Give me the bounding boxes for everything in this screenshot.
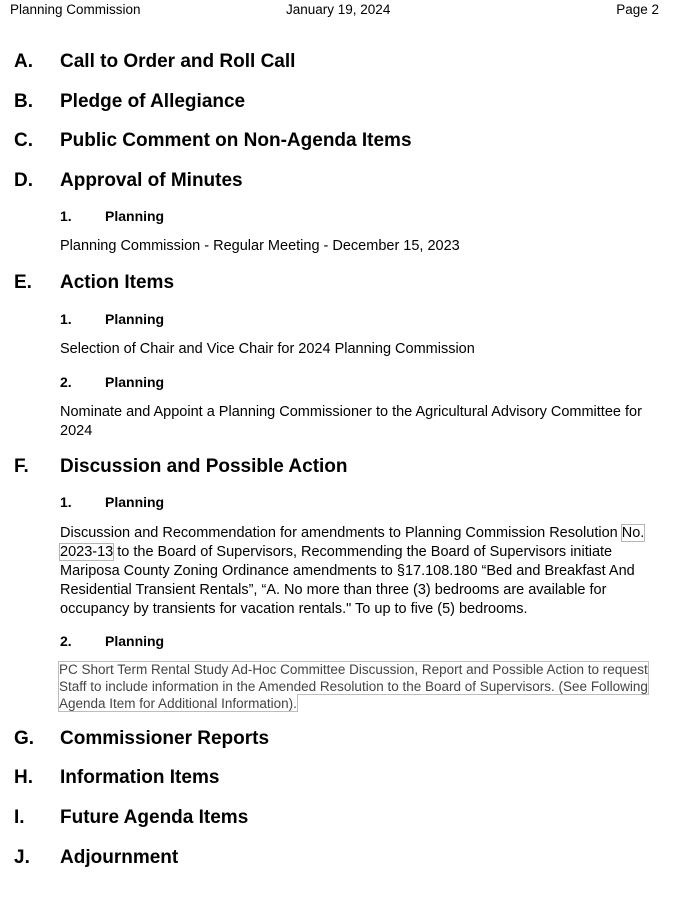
item-number: 1. (60, 311, 72, 327)
item-category: Planning (105, 208, 165, 224)
section-letter: I. (14, 807, 25, 828)
description-text[interactable]: PC Short Term Rental Study Ad-Hoc Committee Discussion, Report and Possible Action to request Staff to include information in the Amended Resolution to the Board of Supervisors. (See Following Agenda Item for Additional Information). (59, 662, 648, 711)
item-category: Planning (105, 494, 165, 510)
page-header (10, 2, 659, 20)
item-description: Selection of Chair and Vice Chair for 2024 Planning Commission (60, 341, 475, 357)
section-letter: H. (14, 767, 33, 788)
section-letter: E. (14, 272, 32, 293)
section-title: Future Agenda Items (60, 807, 249, 828)
section-letter: A. (14, 51, 33, 72)
section-title: Call to Order and Roll Call (60, 51, 296, 72)
resolution-number-link[interactable]: No. 2023-13 (60, 525, 645, 560)
item-number: 1. (60, 208, 72, 224)
section-title: Pledge of Allegiance (60, 91, 246, 112)
item-category: Planning (105, 311, 165, 327)
item-description: Planning Commission - Regular Meeting - December 15, 2023 (60, 238, 460, 254)
description-text: Discussion and Recommendation for amendments to Planning Commission Resolution (60, 525, 622, 541)
section-letter: J. (14, 847, 30, 868)
item-number: 2. (60, 374, 72, 390)
section-title: Discussion and Possible Action (60, 456, 348, 477)
header-page-number: Page 2 (616, 2, 659, 17)
header-org: Planning Commission (10, 2, 141, 17)
section-title: Information Items (60, 767, 220, 788)
item-description-f2 (59, 661, 652, 712)
item-category: Planning (105, 374, 165, 390)
item-description-f1 (60, 524, 665, 619)
item-number: 1. (60, 494, 72, 510)
section-title: Commissioner Reports (60, 728, 270, 749)
section-letter: F. (14, 456, 29, 477)
section-title: Adjournment (60, 847, 179, 868)
item-category: Planning (105, 633, 165, 649)
description-text: to the Board of Supervisors, Recommending the Board of Supervisors initiate Mariposa County Zoning Ordinance amendments to §17.108.180 “Bed and Breakfast And Residential Transient Rentals”, “A. No more than three (3) bedrooms are available for occupancy by transients for vacation rentals." To up to five (5) bedrooms. (60, 544, 635, 617)
section-title: Public Comment on Non-Agenda Items (60, 130, 412, 151)
section-letter: B. (14, 91, 33, 112)
item-number: 2. (60, 633, 72, 649)
section-letter: C. (14, 130, 33, 151)
item-description: Nominate and Appoint a Planning Commissioner to the Agricultural Advisory Committee for 2024 (60, 404, 642, 439)
section-title: Action Items (60, 272, 175, 293)
header-date: January 19, 2024 (286, 2, 391, 17)
section-letter: G. (14, 728, 35, 749)
section-title: Approval of Minutes (60, 170, 243, 191)
section-letter: D. (14, 170, 33, 191)
